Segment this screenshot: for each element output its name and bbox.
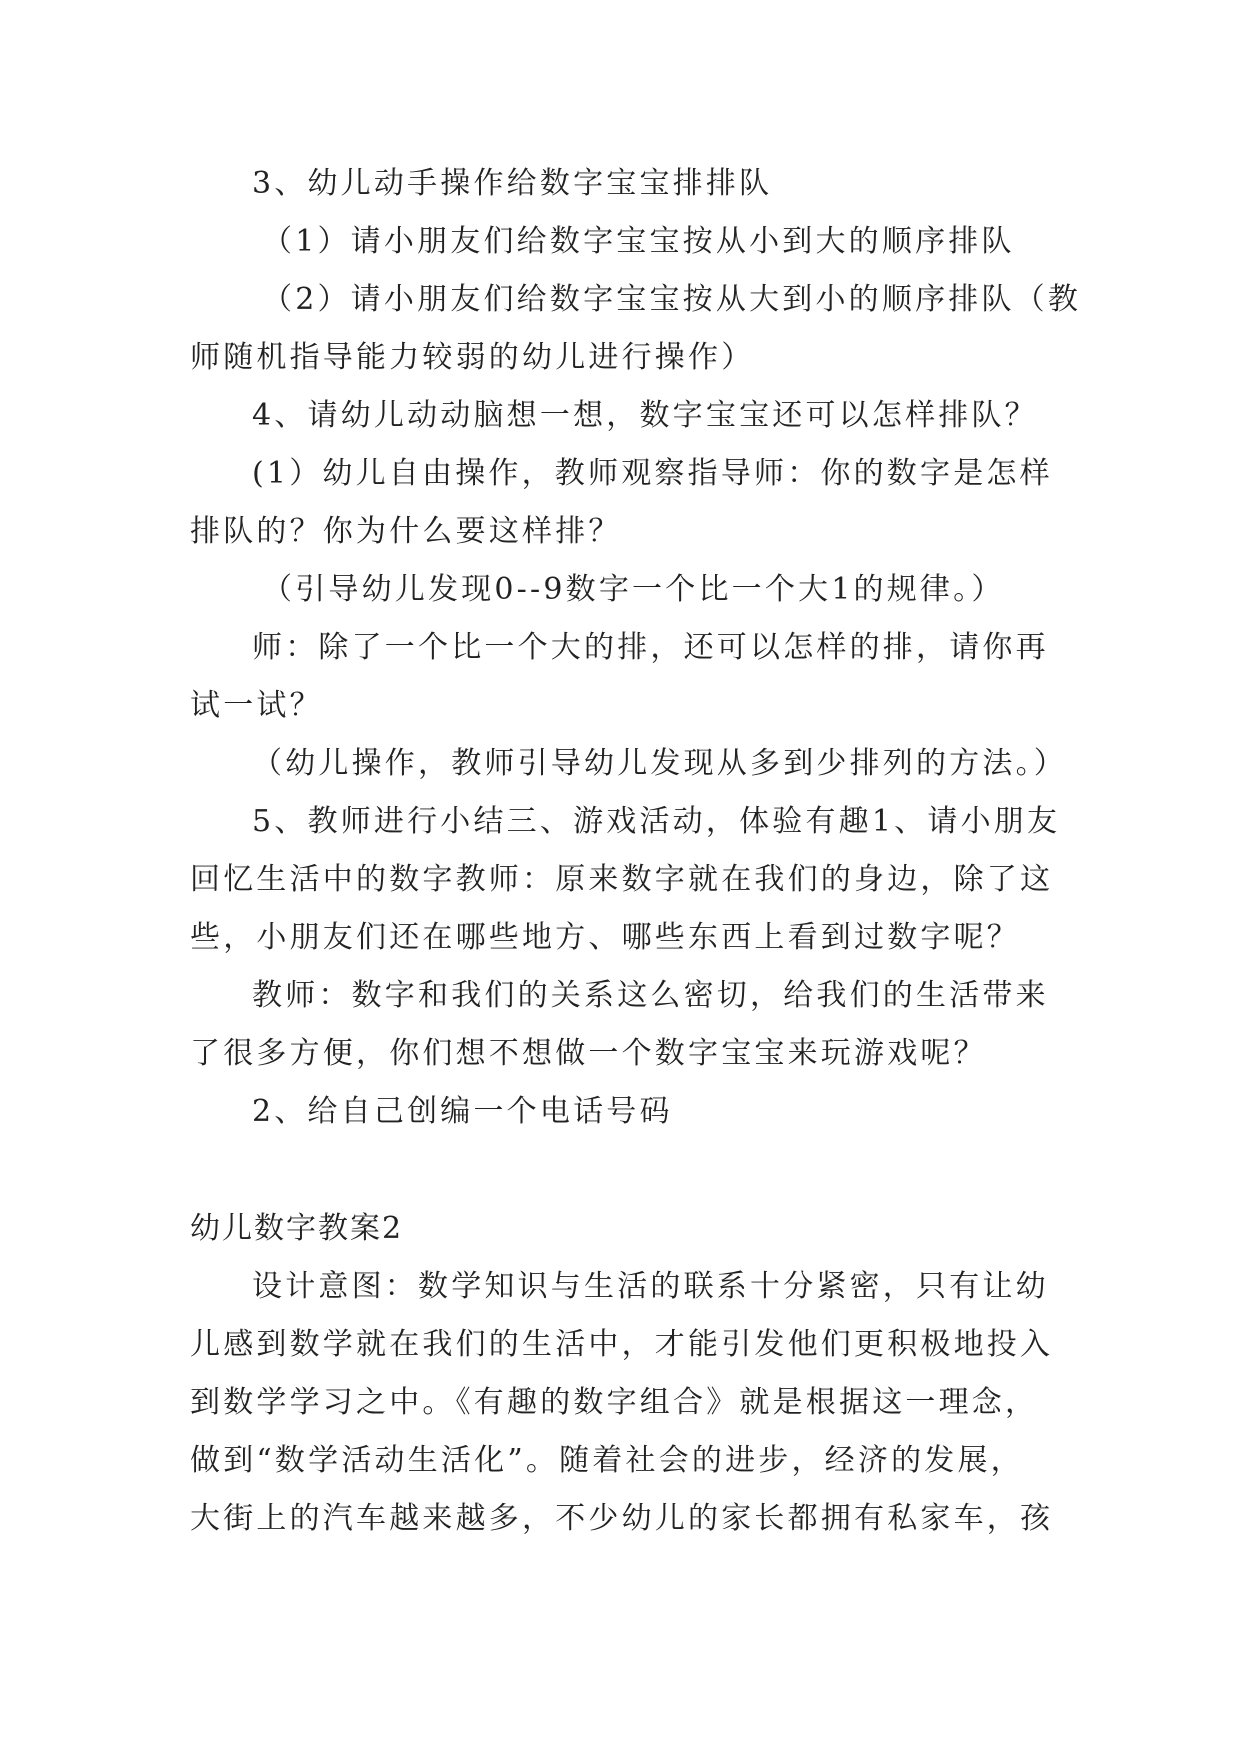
text-line: 教师：数字和我们的关系这么密切，给我们的生活带来 [252,978,1049,1013]
text-line: （2）请小朋友们给数字宝宝按从大到小的顺序排队（教 [262,282,1082,317]
text-line: 到数学学习之中。《有趣的数字组合》就是根据这一理念， [190,1385,1039,1420]
text-line: 5、教师进行小结三、游戏活动，体验有趣1、请小朋友 [252,804,1061,839]
text-line: 了很多方便，你们想不想做一个数字宝宝来玩游戏呢？ [190,1036,987,1071]
text-line: 2、给自己创编一个电话号码 [252,1094,673,1129]
section-heading: 幼儿数字教案2 [190,1211,404,1246]
text-line: 试一试？ [190,688,323,723]
text-line: （引导幼儿发现0--9数字一个比一个大1的规律。） [262,572,1005,607]
text-line: （1）请小朋友们给数字宝宝按从小到大的顺序排队 [262,224,1015,259]
text-line: 师随机指导能力较弱的幼儿进行操作） [190,340,755,375]
text-line: 儿感到数学就在我们的生活中，才能引发他们更积极地投入 [190,1327,1054,1362]
text-line: 设计意图：数学知识与生活的联系十分紧密，只有让幼 [252,1269,1049,1304]
text-line: （幼儿操作，教师引导幼儿发现从多到少排列的方法。） [252,746,1067,781]
text-line: 大街上的汽车越来越多，不少幼儿的家长都拥有私家车，孩 [190,1501,1054,1536]
text-line: 回忆生活中的数字教师：原来数字就在我们的身边，除了这 [190,862,1054,897]
text-line: (1）幼儿自由操作，教师观察指导师：你的数字是怎样 [252,456,1053,491]
text-line: 做到“数学活动生活化”。随着社会的进步，经济的发展， [190,1443,1024,1478]
text-line: 些，小朋友们还在哪些地方、哪些东西上看到过数字呢？ [190,920,1020,955]
text-line: 4、请幼儿动动脑想一想，数字宝宝还可以怎样排队？ [252,398,1038,433]
text-line: 师：除了一个比一个大的排，还可以怎样的排，请你再 [252,630,1049,665]
text-line: 排队的？你为什么要这样排？ [190,514,622,549]
text-line: 3、幼儿动手操作给数字宝宝排排队 [252,166,773,201]
